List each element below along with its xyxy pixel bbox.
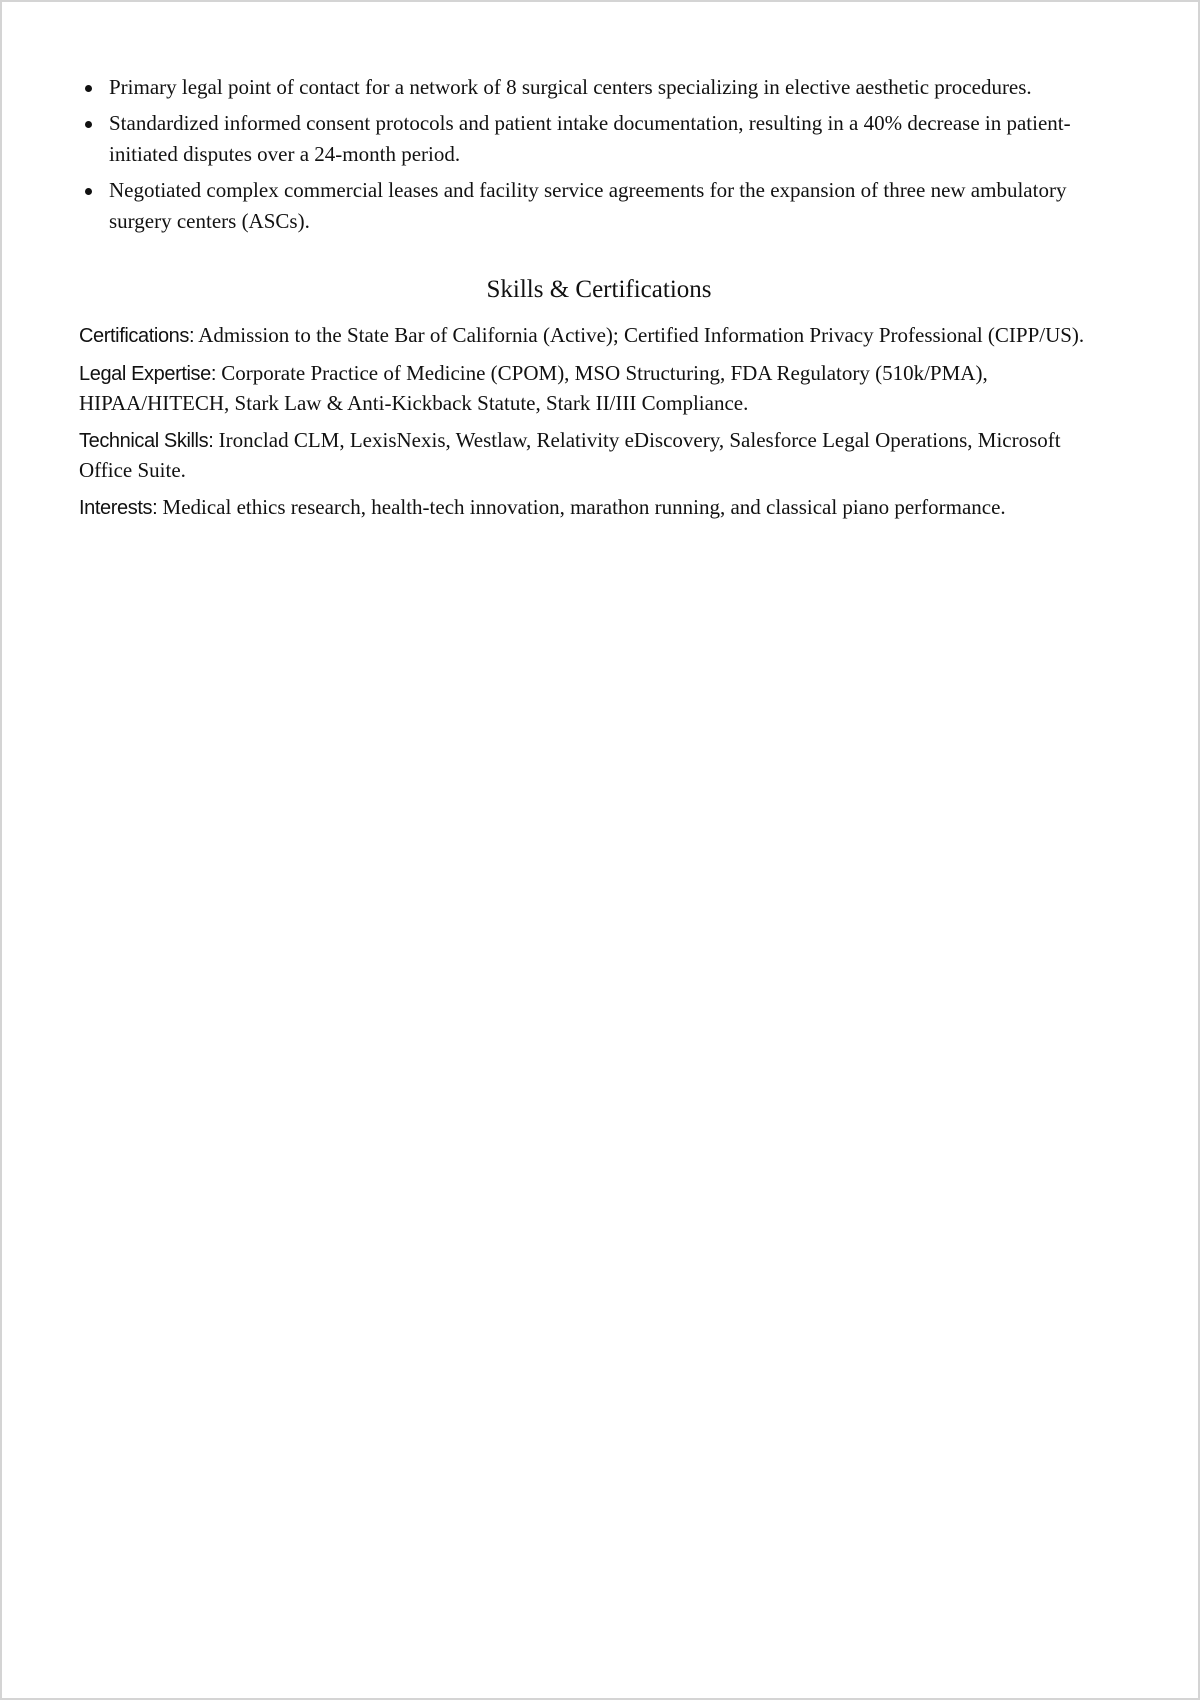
legal-expertise-line [79, 359, 1119, 418]
certifications-text: Admission to the State Bar of California (Active); Certified Information Privacy Professional (CIPP/US). [198, 323, 1085, 347]
experience-bullet-text: Primary legal point of contact for a network of 8 surgical centers specializing in elective aesthetic procedures. [109, 75, 1032, 99]
experience-bullet [79, 175, 1119, 237]
certifications-label: Certifications: [79, 325, 195, 347]
skills-section [79, 321, 1119, 523]
experience-bullet [79, 72, 1119, 103]
bullet-icon [85, 188, 92, 195]
certifications-line [79, 321, 1119, 351]
legal-expertise-text: Corporate Practice of Medicine (CPOM), MSO Structuring, FDA Regulatory (510k/PMA), HIPAA/HITECH, Stark Law & Anti-Kickback Statute, Stark II/III Compliance. [79, 361, 988, 415]
technical-skills-text: Ironclad CLM, LexisNexis, Westlaw, Relativity eDiscovery, Salesforce Legal Operations, Microsoft Office Suite. [79, 428, 1061, 482]
experience-bullet [79, 108, 1119, 170]
interests-text: Medical ethics research, health-tech innovation, marathon running, and classical piano performance. [162, 495, 1006, 519]
experience-bullet-text: Negotiated complex commercial leases and facility service agreements for the expansion of three new ambulatory surgery centers (ASCs). [109, 178, 1067, 233]
interests-line [79, 493, 1119, 523]
bullet-icon [85, 85, 92, 92]
skills-section-title: Skills & Certifications [486, 276, 712, 303]
technical-skills-line [79, 426, 1119, 485]
technical-skills-label: Technical Skills: [79, 430, 214, 452]
bullet-icon [85, 121, 92, 128]
interests-label: Interests: [79, 497, 158, 519]
experience-bullet-list [79, 72, 1119, 237]
legal-expertise-label: Legal Expertise: [79, 363, 217, 385]
experience-bullet-text: Standardized informed consent protocols and patient intake documentation, resulting in a 40% decrease in patient-initiated disputes over a 24-month period. [109, 111, 1071, 166]
page-content [79, 72, 1119, 531]
